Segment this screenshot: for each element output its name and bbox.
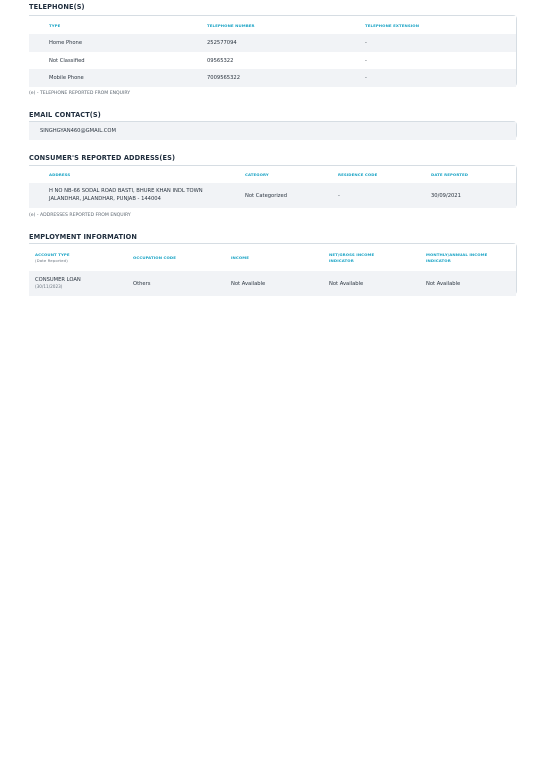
address-category: Not Categorized [245,192,288,199]
phone-extension: - [365,40,367,46]
account-type-value: CONSUMER LOAN [35,276,81,283]
email-section-title: EMAIL CONTACT(S) [29,111,101,119]
phone-type: Home Phone [49,40,83,46]
employment-occupation-code: Others [133,280,151,287]
header-type: TYPE [49,22,61,28]
phone-number: 7009565322 [207,75,241,81]
table-row [29,122,516,140]
address-section-title: CONSUMER'S REPORTED ADDRESS(ES) [29,154,176,162]
table-row [29,183,516,208]
telephone-table [29,15,517,87]
phone-number: 252577094 [207,40,237,46]
table-row [29,52,516,69]
employment-monthly-annual-indicator: Not Available [426,280,461,287]
header-category: CATEGORY [245,172,269,177]
employment-section-title: EMPLOYMENT INFORMATION [29,233,137,241]
header-monthly-annual-income-indicator [426,244,487,271]
address-table [29,165,517,208]
header-monthly-annual-line-2: INDICATOR [426,257,451,263]
table-row [29,271,516,296]
header-net-gross-income-indicator [329,244,374,271]
header-account-type-sub: (Date Reported) [35,257,68,263]
phone-extension: - [365,57,367,64]
phone-extension: - [365,75,367,81]
table-row [29,69,516,87]
phone-type: Not Classified [49,57,85,64]
address-note: (e) - ADDRESSES REPORTED FROM ENQUIRY [29,213,131,218]
employment-income: Not Available [231,280,266,287]
account-date-reported: (30/11/2023) [35,284,63,290]
address-residence-code: - [338,192,340,199]
email-table [29,121,517,139]
table-row [29,34,516,52]
header-residence-code: RESIDENCE CODE [338,172,378,177]
header-net-gross-line-2: INDICATOR [329,257,354,263]
address-value [49,183,203,208]
header-monthly-annual-line-1: MONTHLY/ANNUAL INCOME [426,251,488,257]
header-account-type-label: ACCOUNT TYPE [35,251,70,257]
header-net-gross-line-1: NET/GROSS INCOME [329,251,375,257]
employment-net-gross-indicator: Not Available [329,280,364,287]
phone-type: Mobile Phone [49,75,84,81]
telephone-section-title: TELEPHONE(S) [29,3,85,11]
header-occupation-code: OCCUPATION CODE [133,255,176,260]
header-date-reported: DATE REPORTED [431,172,469,177]
header-account-type [35,244,70,271]
email-value: SINGHGYAN460@GMAIL.COM [40,128,116,134]
telephone-header-row [29,16,516,34]
phone-number: 09565322 [207,57,234,64]
header-address: ADDRESS [49,172,71,177]
address-line-2: JALANDHAR, JALANDHAR, PUNJAB - 144004 [49,195,161,202]
header-telephone-extension: TELEPHONE EXTENSION [365,22,420,28]
employment-account-type [35,271,81,296]
address-line-1: H NO NB-66 SODAL ROAD BASTI, BHURE KHAN INDL TOWN [49,187,203,194]
header-income: INCOME [231,255,249,260]
employment-table [29,243,517,295]
telephone-note: (e) - TELEPHONE REPORTED FROM ENQUIRY [29,91,131,96]
header-telephone-number: TELEPHONE NUMBER [207,22,255,28]
employment-header-row [29,244,516,271]
address-header-row [29,166,516,183]
address-date-reported: 30/09/2021 [431,192,461,199]
